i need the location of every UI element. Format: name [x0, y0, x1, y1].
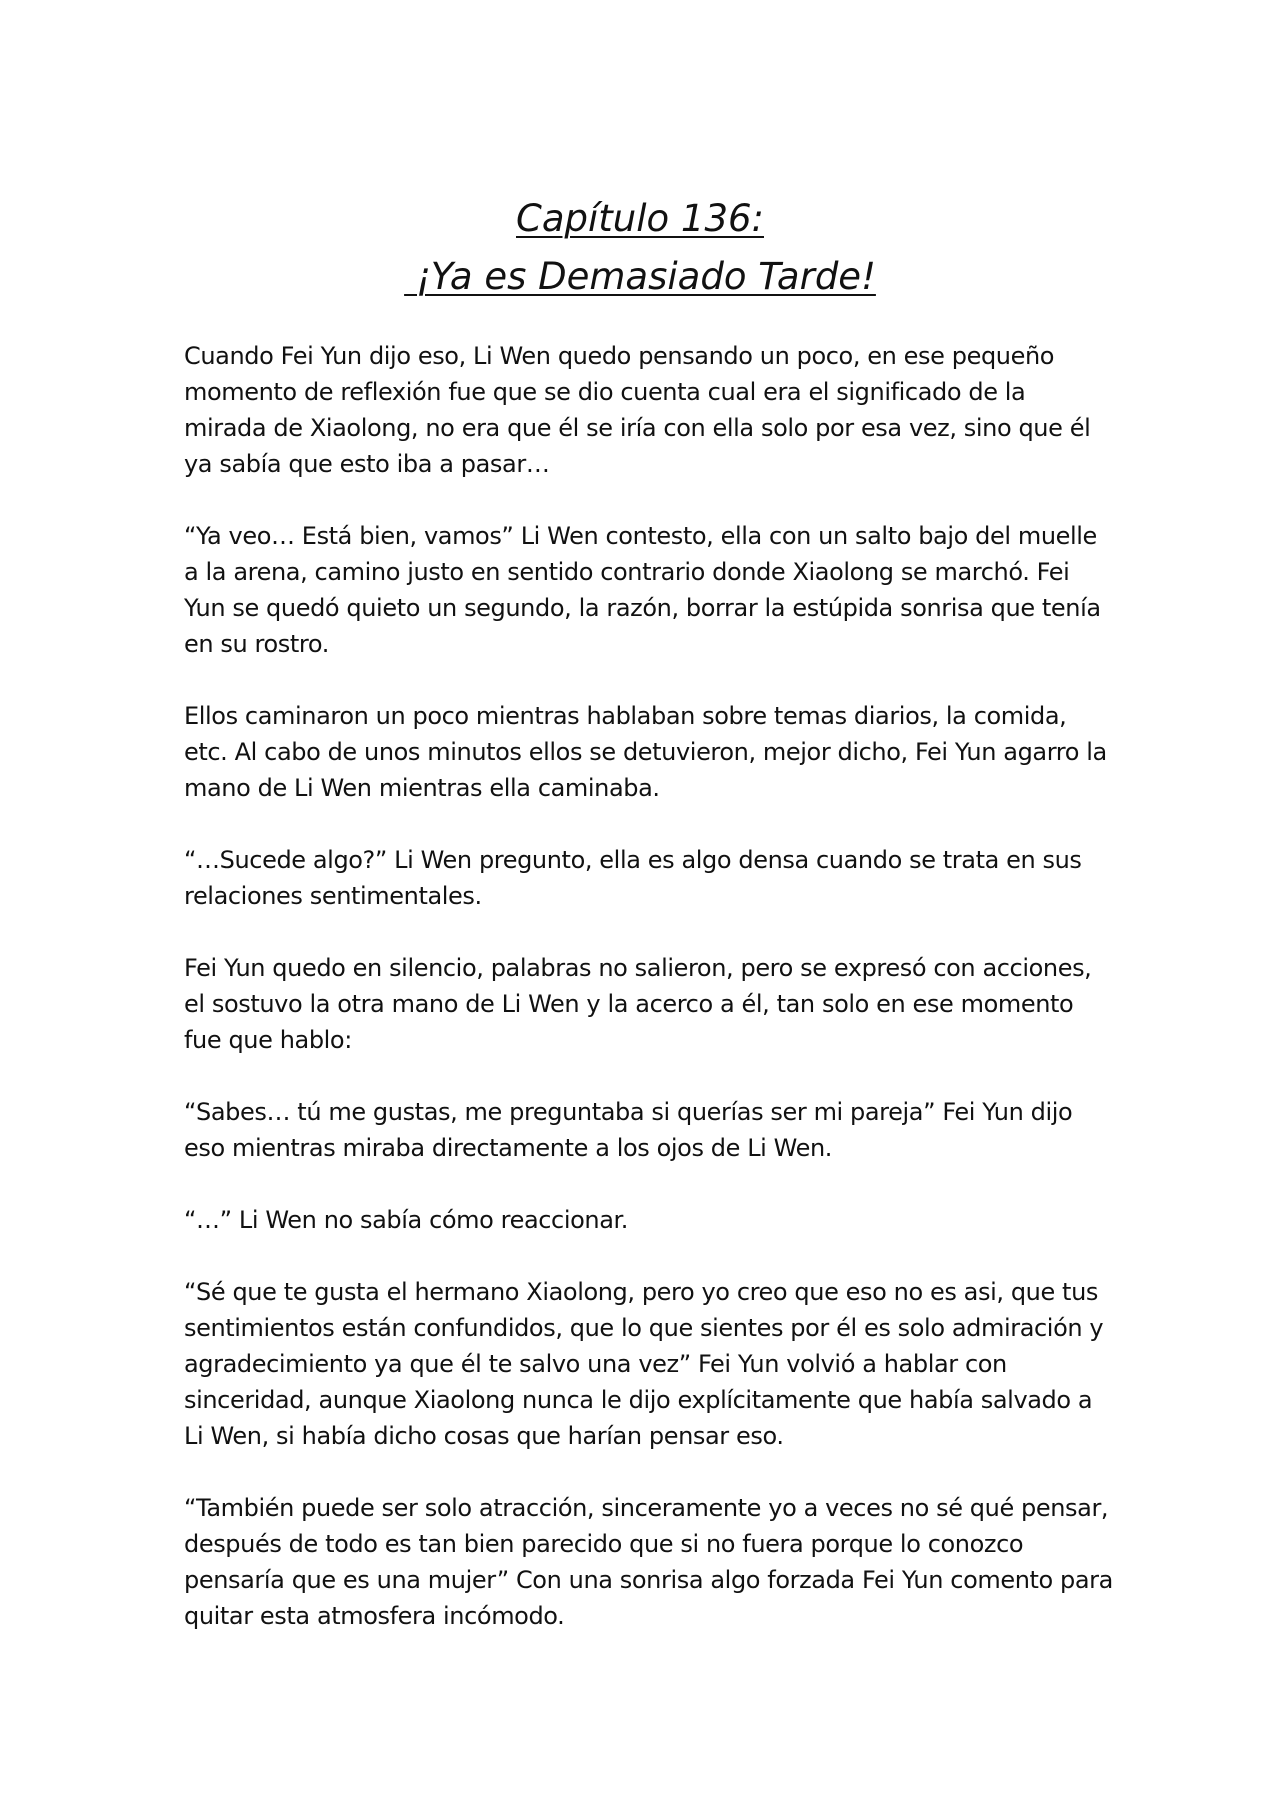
- paragraph: “También puede ser solo atracción, sinceramente yo a veces no sé qué pensar, después de todo es tan bien parecido que si no fuera porque lo conozco pensaría que es una mujer” Con una sonrisa algo forzada Fei Yun comento para quitar esta atmosfera incómodo.: [184, 1494, 1113, 1630]
- paragraph: “Sabes… tú me gustas, me preguntaba si querías ser mi pareja” Fei Yun dijo eso mientras miraba directamente a los ojos de Li Wen.: [184, 1098, 1073, 1162]
- paragraph: “Sé que te gusta el hermano Xiaolong, pero yo creo que eso no es asi, que tus sentimientos están confundidos, que lo que sientes por él es solo admiración y agradecimiento ya que él te salvo una vez” Fei Yun volvió a hablar con sinceridad, aunque Xiaolong nunca le dijo explícitamente que había salvado a Li Wen, si había dicho cosas que harían pensar eso.: [184, 1278, 1104, 1450]
- paragraph: Ellos caminaron un poco mientras hablaban sobre temas diarios, la comida, etc. Al cabo de unos minutos ellos se detuvieron, mejor dicho, Fei Yun agarro la mano de Li Wen mientras ella caminaba.: [184, 702, 1107, 802]
- chapter-body: [184, 338, 1114, 1670]
- paragraph: Fei Yun quedo en silencio, palabras no salieron, pero se expresó con acciones, el sostuvo la otra mano de Li Wen y la acerco a él, tan solo en ese momento fue que hablo:: [184, 954, 1092, 1054]
- chapter-number: Capítulo 136:: [516, 197, 764, 240]
- paragraph: “Ya veo… Está bien, vamos” Li Wen contesto, ella con un salto bajo del muelle a la arena, camino justo en sentido contrario donde Xiaolong se marchó. Fei Yun se quedó quieto un segundo, la razón, borrar la estúpida sonrisa que tenía en su rostro.: [184, 522, 1101, 658]
- chapter-subtitle: ¡Ya es Demasiado Tarde!: [404, 255, 876, 298]
- paragraph: Cuando Fei Yun dijo eso, Li Wen quedo pensando un poco, en ese pequeño momento de reflexión fue que se dio cuenta cual era el significado de la mirada de Xiaolong, no era que él se iría con ella solo por esa vez, sino que él ya sabía que esto iba a pasar…: [184, 342, 1091, 478]
- paragraph: “…Sucede algo?” Li Wen pregunto, ella es algo densa cuando se trata en sus relaciones sentimentales.: [184, 846, 1082, 910]
- chapter-title: [0, 190, 1280, 306]
- paragraph: “…” Li Wen no sabía cómo reaccionar.: [184, 1206, 629, 1234]
